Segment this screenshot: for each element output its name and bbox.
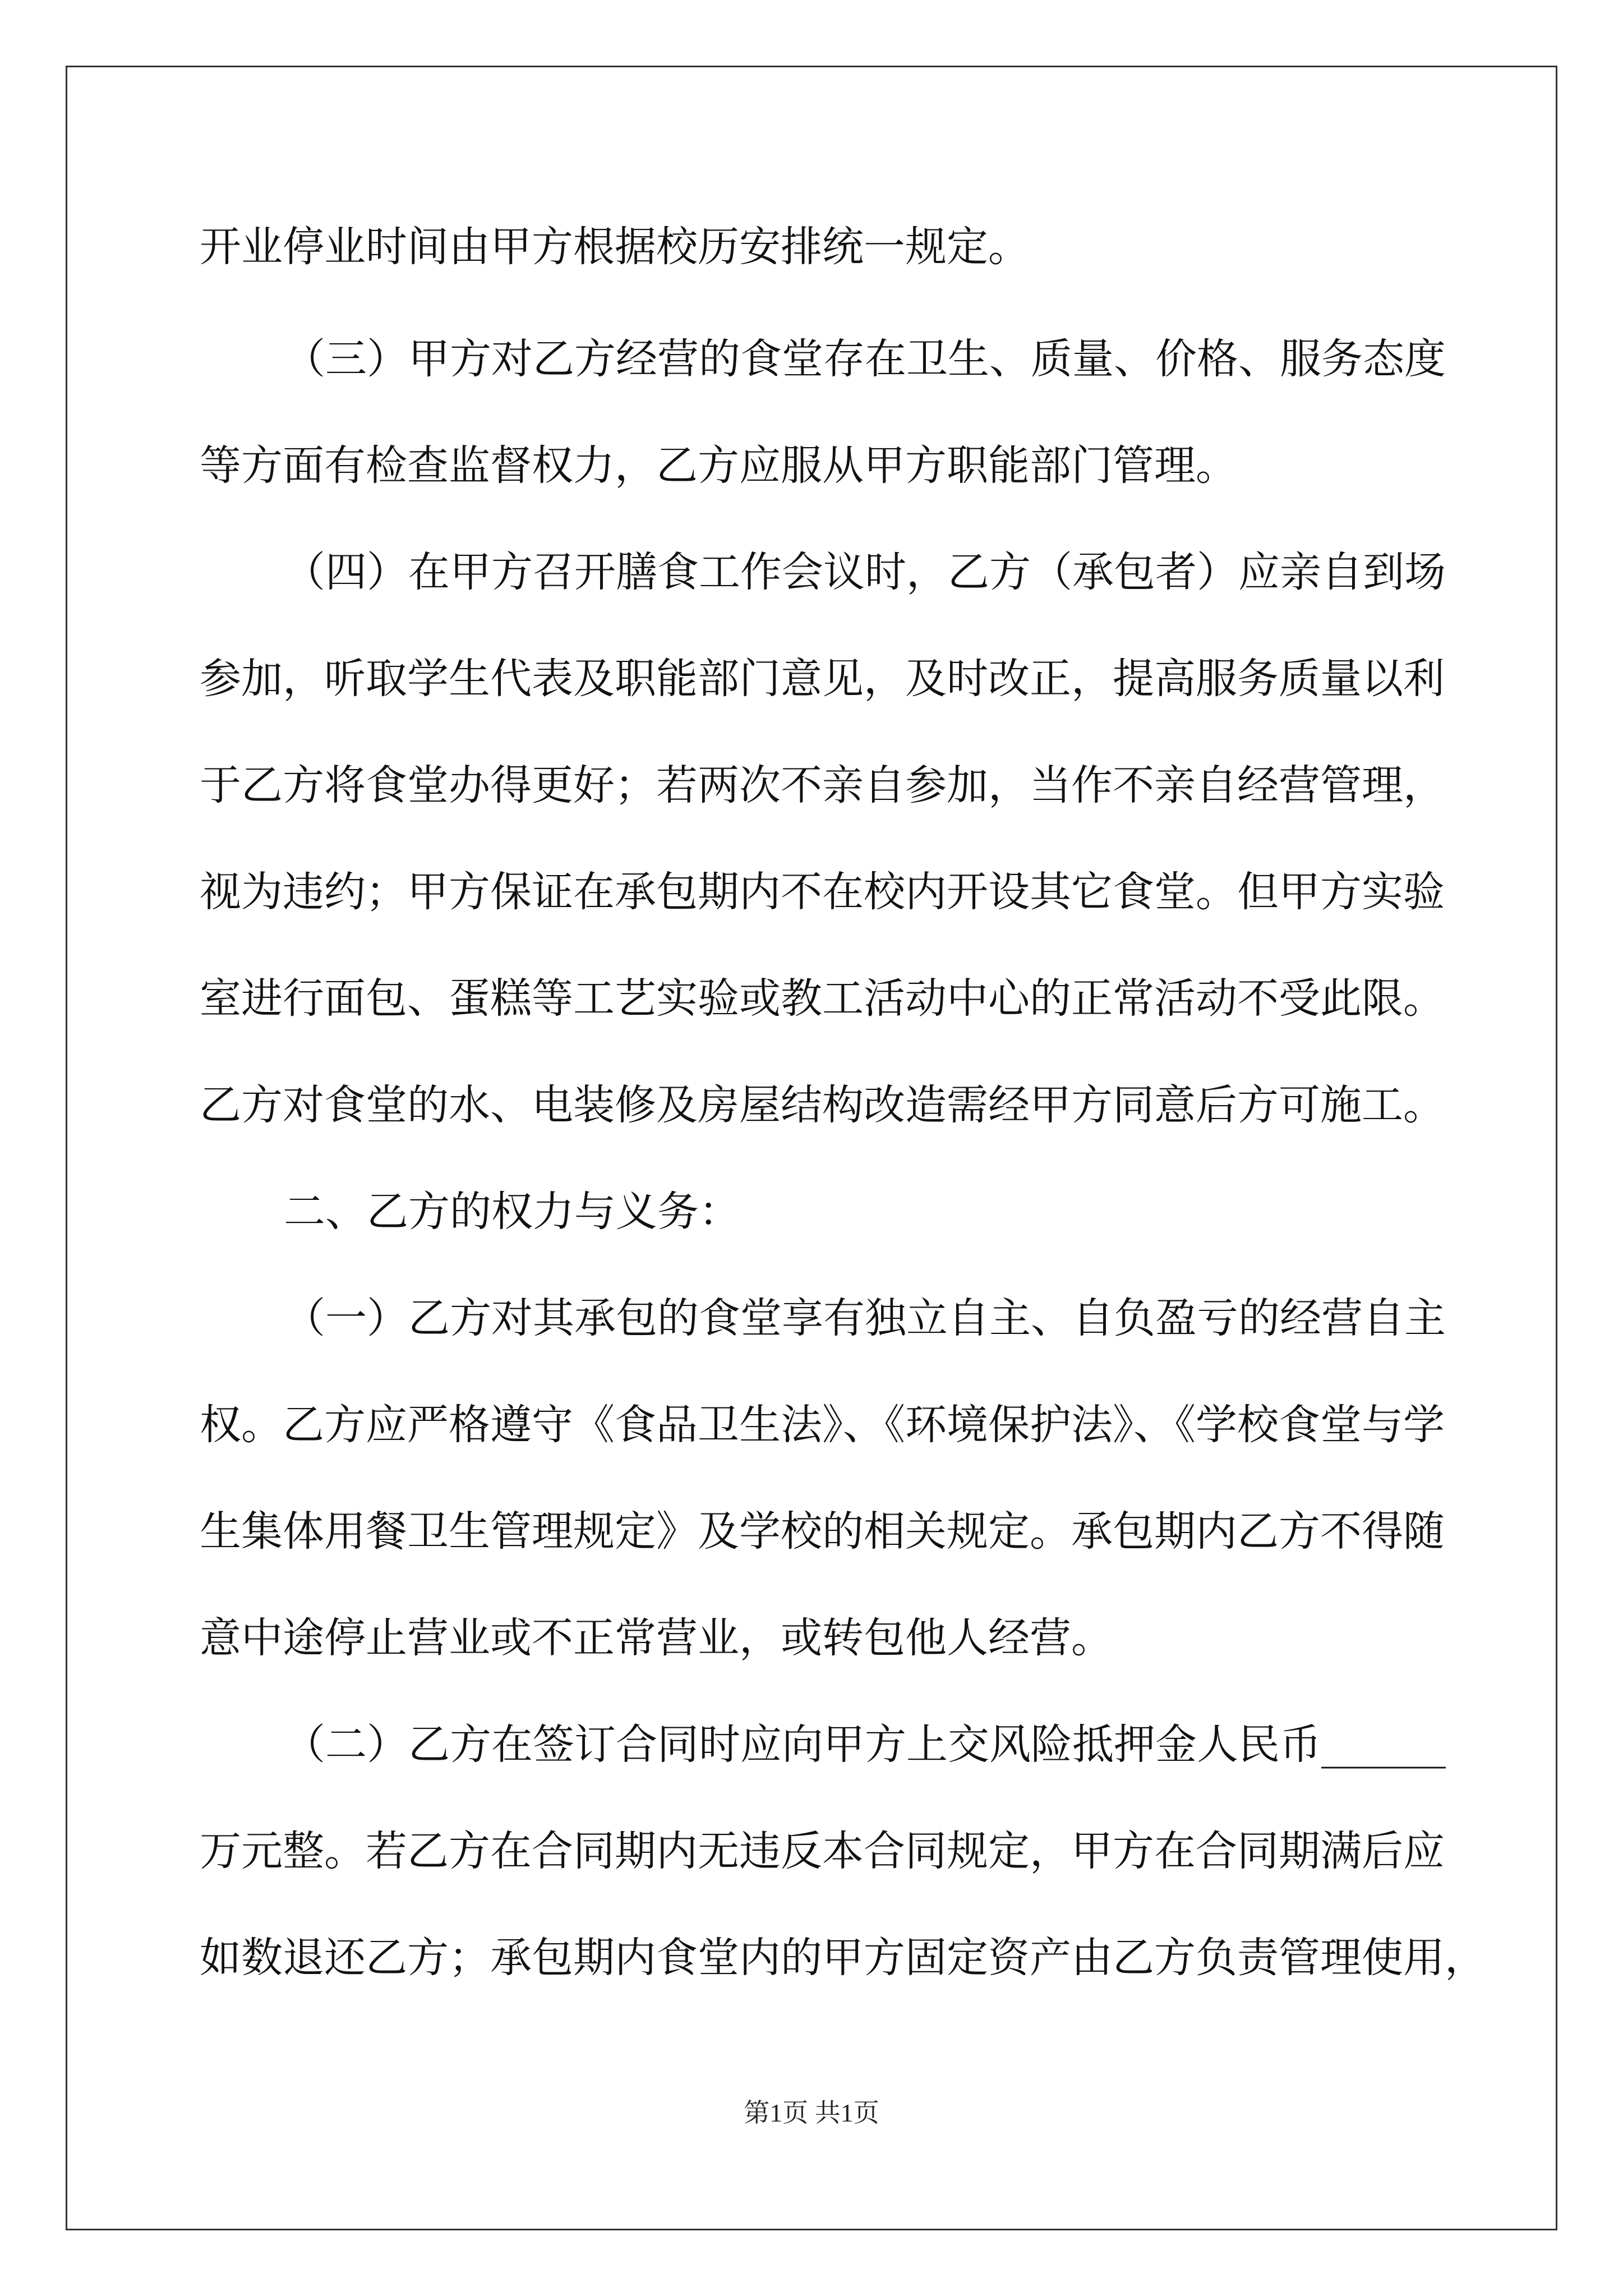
page-border	[66, 66, 1557, 2230]
text-line: 乙方对食堂的水、电装修及房屋结构改造需经甲方同意后方可施工。	[200, 1081, 1445, 1129]
text-line: （二）乙方在签订合同时应向甲方上交风险抵押金人民币______	[284, 1720, 1446, 1769]
text-line: 参加，听取学生代表及职能部门意见，及时改正，提高服务质量以利	[200, 655, 1445, 703]
text-line: 开业停业时间由甲方根据校历安排统一规定。	[200, 223, 1030, 271]
text-line: 万元整。若乙方在合同期内无违反本合同规定，甲方在合同期满后应	[200, 1827, 1445, 1875]
text-line: 如数退还乙方；承包期内食堂内的甲方固定资产由乙方负责管理使用，	[200, 1934, 1486, 1982]
text-line: （一）乙方对其承包的食堂享有独立自主、自负盈亏的经营自主	[284, 1294, 1446, 1342]
page-number: 第1页 共1页	[744, 2099, 879, 2127]
text-line: 生集体用餐卫生管理规定》及学校的相关规定。承包期内乙方不得随	[200, 1507, 1445, 1556]
text-line: 室进行面包、蛋糕等工艺实验或教工活动中心的正常活动不受此限。	[200, 974, 1445, 1023]
text-line: 视为违约；甲方保证在承包期内不在校内开设其它食堂。但甲方实验	[200, 868, 1445, 916]
text-line: 于乙方将食堂办得更好；若两次不亲自参加，当作不亲自经营管理，	[200, 761, 1445, 809]
text-line: （三）甲方对乙方经营的食堂存在卫生、质量、价格、服务态度	[284, 335, 1446, 383]
text-line: （四）在甲方召开膳食工作会议时，乙方（承包者）应亲自到场	[284, 548, 1446, 596]
text-line: 意中途停止营业或不正常营业，或转包他人经营。	[200, 1614, 1113, 1662]
text-line: 权。乙方应严格遵守《食品卫生法》、《环境保护法》、《学校食堂与学	[200, 1401, 1445, 1449]
text-line: 等方面有检查监督权力，乙方应服从甲方职能部门管理。	[200, 441, 1237, 490]
section-heading: 二、乙方的权力与义务：	[284, 1188, 740, 1236]
